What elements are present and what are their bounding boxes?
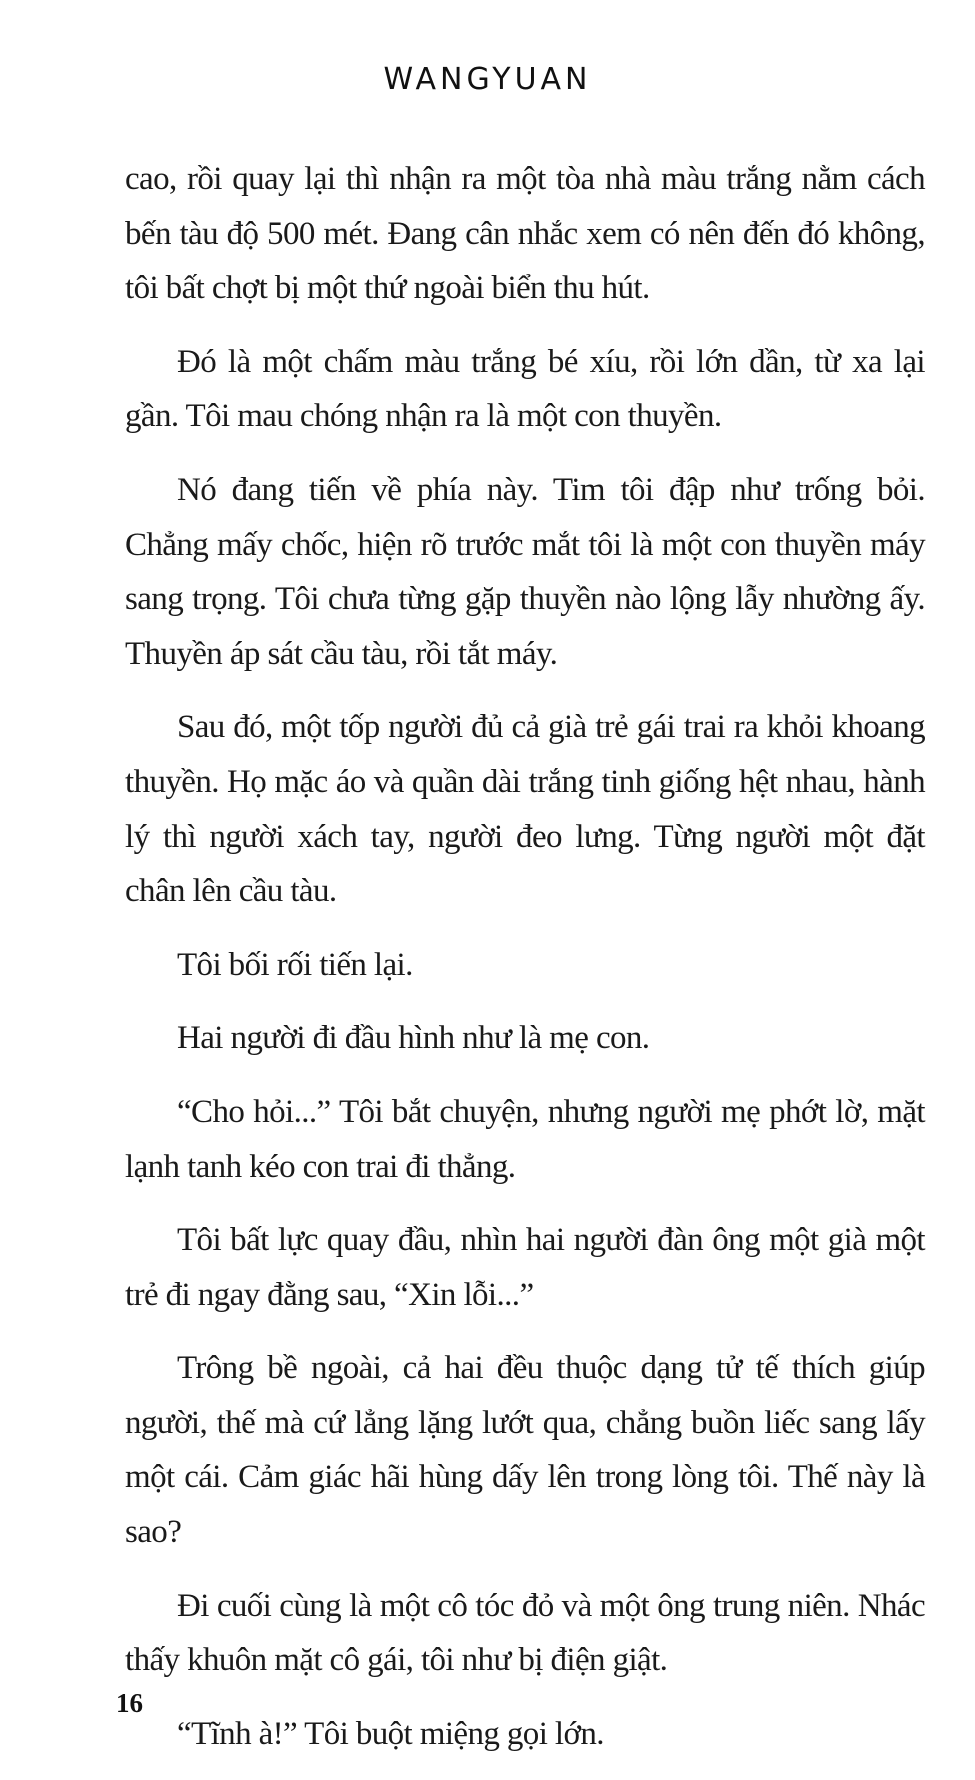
paragraph-6: Hai người đi đầu hình như là mẹ con. — [177, 1020, 650, 1057]
paragraph-2: Đó là một chấm màu trắng bé xíu, rồi lớn dần, từ xa lại gần. Tôi mau chóng nhận ra là một con thuyền. — [125, 343, 925, 435]
paragraph-11: “Tĩnh à!” Tôi buột miệng gọi lớn. — [177, 1715, 604, 1752]
running-head-title: WANGYUAN — [383, 62, 592, 97]
paragraph-3: Nó đang tiến về phía này. Tim tôi đập như trống bỏi. Chẳng mấy chốc, hiện rõ trước mắt tôi là một con thuyền máy sang trọng. Tôi chưa từng gặp thuyền nào lộng lẫy nhường ấy. Thuyền áp sát cầu tàu, rồi tắt máy. — [125, 471, 925, 672]
paragraph-4: Sau đó, một tốp người đủ cả già trẻ gái trai ra khỏi khoang thuyền. Họ mặc áo và quần dài trắng tinh giống hệt nhau, hành lý thì người xách tay, người đeo lưng. Từng người một đặt chân lên cầu tàu. — [125, 709, 925, 910]
body-text — [125, 152, 925, 1780]
paragraph-9: Trông bề ngoài, cả hai đều thuộc dạng tử tế thích giúp người, thế mà cứ lẳng lặng lướt qua, chẳng buồn liếc sang lấy một cái. Cảm giác hãi hùng dấy lên trong lòng tôi. Thế này là sao? — [125, 1350, 925, 1551]
page-number: 16 — [116, 1688, 143, 1718]
paragraph-10: Đi cuối cùng là một cô tóc đỏ và một ông trung niên. Nhác thấy khuôn mặt cô gái, tôi như bị điện giật. — [125, 1587, 925, 1679]
paragraph-8: Tôi bất lực quay đầu, nhìn hai người đàn ông một già một trẻ đi ngay đằng sau, “Xin lỗi...” — [125, 1222, 925, 1313]
paragraph-5: Tôi bối rối tiến lại. — [177, 946, 413, 983]
paragraph-1: cao, rồi quay lại thì nhận ra một tòa nhà màu trắng nằm cách bến tàu độ 500 mét. Đang cân nhắc xem có nên đến đó không, tôi bất chợt bị một thứ ngoài biển thu hút. — [125, 161, 925, 307]
paragraph-7: “Cho hỏi...” Tôi bắt chuyện, nhưng người mẹ phớt lờ, mặt lạnh tanh kéo con trai đi thẳng. — [125, 1093, 925, 1185]
